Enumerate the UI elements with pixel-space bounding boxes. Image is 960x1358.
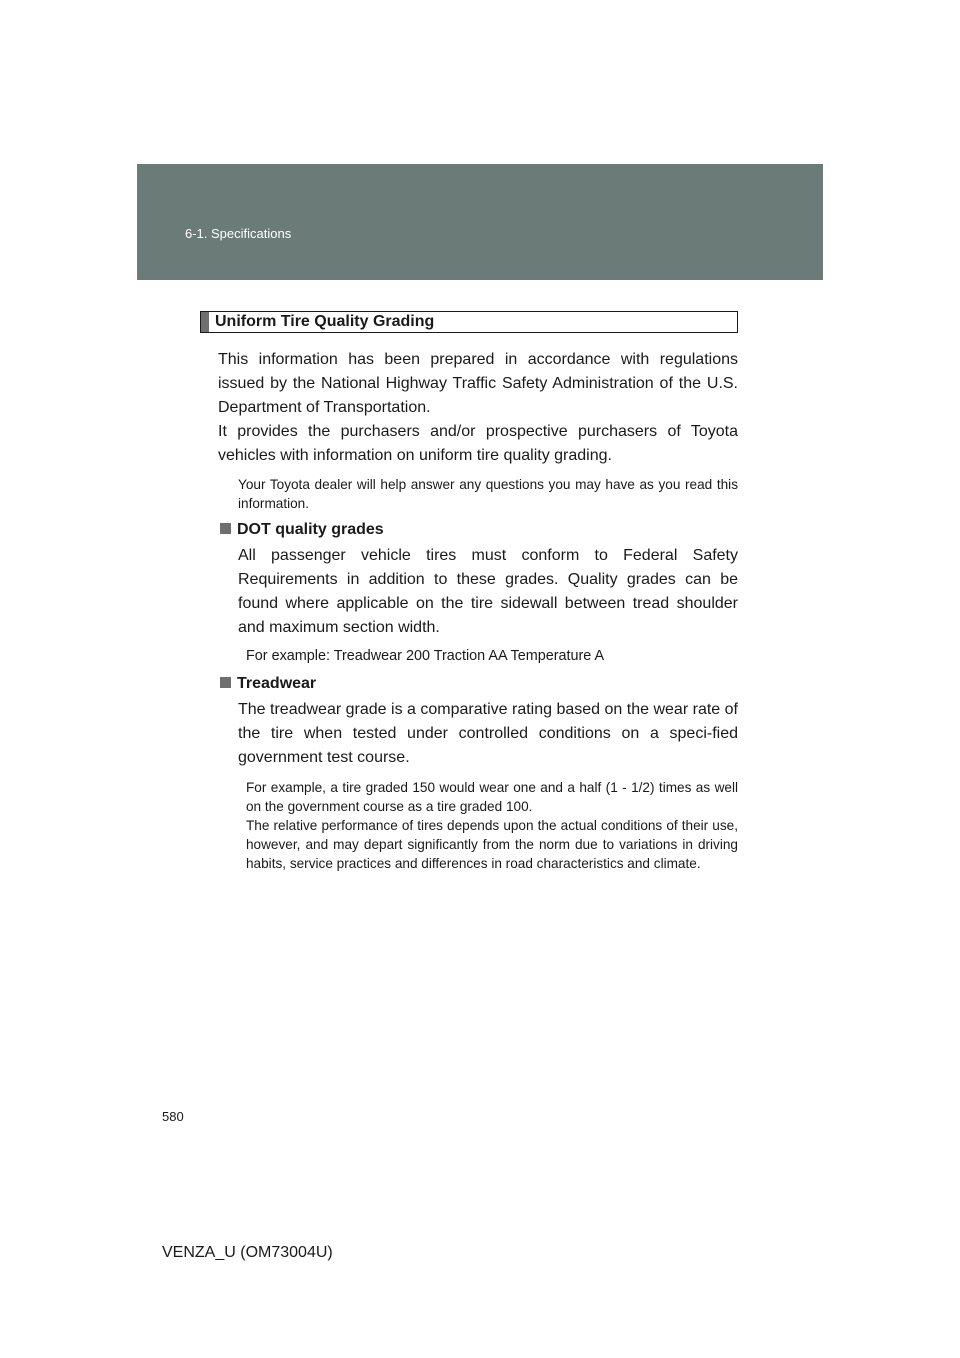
- square-bullet-icon: [220, 677, 231, 688]
- dot-grades-example: For example: Treadwear 200 Traction AA Temperature A: [246, 648, 605, 664]
- page-number: 580: [162, 1109, 184, 1124]
- treadwear-body: The treadwear grade is a comparative rating based on the wear rate of the tire when tested under controlled conditions on a speci-fied government test course.: [238, 701, 738, 766]
- header-band: [137, 164, 823, 280]
- footer-doc-code: VENZA_U (OM73004U): [162, 1244, 333, 1261]
- treadwear-title: Treadwear: [237, 675, 317, 692]
- treadwear-note-1: For example, a tire graded 150 would wear one and a half (1 - 1/2) times as well on the government course as a tire graded 100.: [246, 780, 738, 814]
- section-heading: Uniform Tire Quality Grading: [215, 313, 435, 330]
- treadwear-heading: [220, 675, 316, 693]
- heading-bar: [201, 312, 209, 332]
- dot-grades-title: DOT quality grades: [237, 521, 384, 538]
- intro-paragraph-1: This information has been prepared in accordance with regulations issued by the National Highway Traffic Safety Administration of the U.S. Department of Transportation.: [218, 351, 738, 416]
- square-bullet-icon: [220, 523, 231, 534]
- dot-grades-heading: [220, 521, 384, 539]
- intro-note: Your Toyota dealer will help answer any questions you may have as you read this information.: [238, 477, 738, 511]
- dot-grades-body: All passenger vehicle tires must conform to Federal Safety Requirements in addition to these grades. Quality grades can be found where applicable on the tire sidewall between tread shoulder and maximum section width.: [238, 547, 738, 636]
- section-label: 6-1. Specifications: [185, 226, 292, 241]
- section-heading-box: [200, 311, 738, 333]
- intro-paragraph-2: It provides the purchasers and/or prospective purchasers of Toyota vehicles with information on uniform tire quality grading.: [218, 423, 738, 464]
- treadwear-note-2: The relative performance of tires depends upon the actual conditions of their use, however, and may depart significantly from the norm due to variations in driving habits, service practices and differences in road characteristics and climate.: [246, 818, 738, 871]
